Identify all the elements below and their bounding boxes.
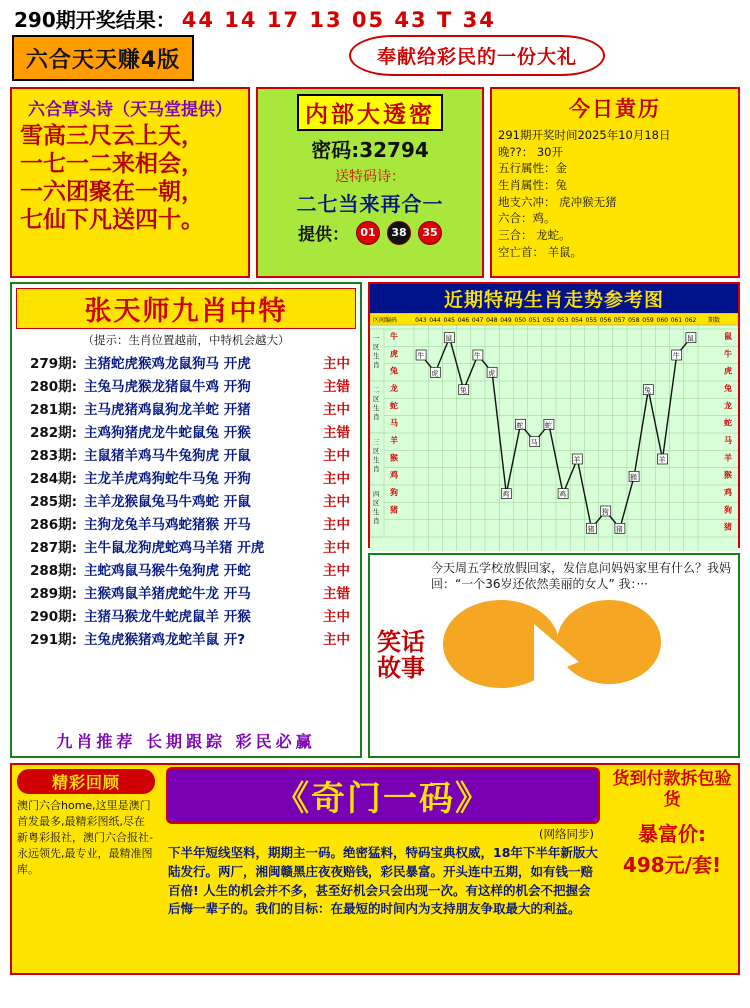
row-result: 主中 xyxy=(323,493,350,510)
row-content: 主猴鸡鼠羊猪虎蛇牛龙 开马 xyxy=(84,585,251,602)
svg-text:羊: 羊 xyxy=(390,436,398,445)
nine-zodiac-row xyxy=(16,396,356,419)
poem-line: 一七一二来相会， xyxy=(20,151,204,178)
svg-text:044: 044 xyxy=(429,317,441,324)
row-result: 主错 xyxy=(323,378,350,395)
svg-text:057: 057 xyxy=(613,317,626,324)
sync-note: (网络同步) xyxy=(539,827,594,841)
row-period: 286期: xyxy=(30,516,78,533)
svg-text:062: 062 xyxy=(684,317,697,324)
svg-text:061: 061 xyxy=(670,317,683,324)
svg-text:牛: 牛 xyxy=(724,349,732,359)
nine-zodiac-row xyxy=(16,350,356,373)
inside-secret-panel xyxy=(256,87,484,278)
row-content: 主兔马虎猴龙猪鼠牛鸡 开狗 xyxy=(84,378,251,395)
almanac-line: 空亡首： 羊鼠。 xyxy=(498,244,583,259)
svg-text:蛇: 蛇 xyxy=(724,418,732,428)
svg-text:牛: 牛 xyxy=(390,332,398,341)
svg-text:猪: 猪 xyxy=(390,505,398,515)
delivery-note: 货到付款拆包验货 xyxy=(612,769,732,811)
svg-text:虎: 虎 xyxy=(488,369,496,378)
svg-text:鸡: 鸡 xyxy=(390,470,398,480)
svg-text:三: 三 xyxy=(373,438,380,446)
price-label: 暴富价: xyxy=(638,821,706,846)
nine-zodiac-row xyxy=(16,488,356,511)
result-title: 290期开奖结果： xyxy=(14,8,176,32)
qimen-text: 下半年短线坚料，期期主一码。绝密猛料，特码宝典权威，18年下半年新版大陆发行。两厂，湘闽赣黑庄夜夜赔钱，彩民暴富。开头连中五期，如有钱一赔百倍! 人生的机会并不多，甚至好机会只会出现一次。有这样的机会不把握会后悔一辈子的。我们的目标：在最短的时间内为支持朋友争取最大的利益。 xyxy=(168,845,598,917)
svg-text:虎: 虎 xyxy=(390,349,398,359)
svg-text:四: 四 xyxy=(373,490,380,498)
svg-text:区: 区 xyxy=(373,447,380,455)
svg-text:肖: 肖 xyxy=(373,413,380,421)
trend-chart-title: 近期特码生肖走势参考图 xyxy=(370,284,738,313)
svg-text:鼠: 鼠 xyxy=(445,334,453,343)
bottom-ad-panel xyxy=(10,763,740,975)
svg-text:048: 048 xyxy=(486,317,498,324)
row-period: 285期: xyxy=(30,493,78,510)
svg-text:猴: 猴 xyxy=(630,473,638,482)
row-content: 主牛鼠龙狗虎蛇鸡马羊猪 开虎 xyxy=(84,539,265,556)
svg-text:马: 马 xyxy=(390,418,398,428)
row-content: 主鼠猪羊鸡马牛兔狗虎 开鼠 xyxy=(84,447,251,464)
nine-zodiac-row xyxy=(16,626,356,649)
result-numbers: 44 14 17 13 05 43 T 34 xyxy=(181,8,496,32)
inside-title: 内部大透密 xyxy=(297,94,443,131)
svg-text:牛: 牛 xyxy=(672,352,680,360)
nine-zodiac-row xyxy=(16,373,356,396)
svg-text:龙: 龙 xyxy=(724,401,732,411)
svg-text:虎: 虎 xyxy=(724,366,732,376)
svg-text:兔: 兔 xyxy=(644,386,652,395)
almanac-title: 今日黄历 xyxy=(569,97,661,121)
inside-poem: 二七当来再合一 xyxy=(296,192,444,216)
joke-label-text: 笑话故事 xyxy=(377,628,425,682)
svg-text:区: 区 xyxy=(373,395,380,403)
svg-text:鸡: 鸡 xyxy=(724,488,732,497)
row-result: 主中 xyxy=(323,401,350,418)
nine-zodiac-row xyxy=(16,534,356,557)
svg-text:狗: 狗 xyxy=(390,488,398,497)
svg-text:鼠: 鼠 xyxy=(724,332,732,341)
svg-text:鸡: 鸡 xyxy=(559,490,567,499)
poem-line: 一六团聚在一朝， xyxy=(20,179,204,206)
row-result: 主中 xyxy=(323,631,350,648)
row-period: 288期: xyxy=(30,562,78,579)
nine-zodiac-panel xyxy=(10,282,362,758)
site-header xyxy=(0,35,750,83)
svg-text:猪: 猪 xyxy=(724,522,732,532)
row-content: 主龙羊虎鸡狗蛇牛马兔 开狗 xyxy=(84,470,251,487)
svg-text:059: 059 xyxy=(642,317,654,324)
svg-text:兔: 兔 xyxy=(724,384,732,393)
nine-zodiac-row xyxy=(16,419,356,442)
svg-text:054: 054 xyxy=(571,317,583,324)
slogan-banner: 奉献给彩民的一份大礼 xyxy=(349,35,605,76)
svg-text:羊: 羊 xyxy=(658,456,666,464)
svg-text:056: 056 xyxy=(599,317,612,324)
qimen-banner: 《奇门一码》 xyxy=(166,767,600,824)
inside-provide-row xyxy=(262,220,478,245)
svg-text:045: 045 xyxy=(443,317,455,324)
svg-text:生: 生 xyxy=(373,456,380,464)
nine-zodiac-row xyxy=(16,442,356,465)
almanac-line: 晚??： 30开 xyxy=(498,144,563,159)
top-band xyxy=(0,83,750,278)
decorative-blob-icon xyxy=(439,584,679,704)
row-period: 289期: xyxy=(30,585,78,602)
poem-panel xyxy=(10,87,250,278)
row-period: 284期: xyxy=(30,470,78,487)
svg-text:043: 043 xyxy=(415,317,427,324)
row-result: 主中 xyxy=(323,562,350,579)
middle-area xyxy=(0,278,750,758)
svg-text:羊: 羊 xyxy=(724,453,732,463)
row-result: 主中 xyxy=(323,608,350,625)
joke-panel xyxy=(368,553,740,758)
row-period: 282期: xyxy=(30,424,78,441)
row-result: 主中 xyxy=(323,355,350,372)
svg-text:狗: 狗 xyxy=(724,505,732,515)
row-content: 主羊龙猴鼠兔马牛鸡蛇 开鼠 xyxy=(84,493,251,510)
joke-body xyxy=(429,558,735,753)
bottom-center xyxy=(160,765,606,973)
svg-text:一: 一 xyxy=(373,334,380,342)
almanac-panel xyxy=(490,87,740,278)
nine-zodiac-column xyxy=(10,282,362,758)
nine-zodiac-row xyxy=(16,465,356,488)
number-ball: 38 xyxy=(387,221,411,245)
inside-code: 密码:32794 xyxy=(311,138,429,162)
svg-text:区: 区 xyxy=(373,343,380,351)
svg-text:053: 053 xyxy=(557,317,569,324)
slogan-wrap xyxy=(194,35,750,76)
almanac-line: 六合：鸡。 xyxy=(498,211,556,226)
poem-lines xyxy=(16,122,244,234)
almanac-line: 291期开奖时间2025年10月18日 xyxy=(498,128,671,142)
svg-text:猴: 猴 xyxy=(390,453,398,463)
nine-zodiac-title: 张天师九肖中特 xyxy=(16,288,356,329)
nine-zodiac-row xyxy=(16,580,356,603)
svg-text:050: 050 xyxy=(514,317,526,324)
nine-zodiac-row xyxy=(16,511,356,534)
svg-text:蛇: 蛇 xyxy=(390,401,398,411)
bottom-right xyxy=(606,765,738,973)
row-content: 主猪蛇虎猴鸡龙鼠狗马 开虎 xyxy=(84,355,251,372)
row-content: 主蛇鸡鼠马猴牛兔狗虎 开蛇 xyxy=(84,562,251,579)
svg-text:龙: 龙 xyxy=(390,384,398,393)
svg-text:猴: 猴 xyxy=(724,470,732,480)
nine-zodiac-rows xyxy=(16,350,356,726)
bottom-left xyxy=(12,765,160,973)
row-content: 主鸡狗猪虎龙牛蛇鼠兔 开猴 xyxy=(84,424,251,441)
nine-zodiac-hint: （提示：生肖位置越前，中特机会越大） xyxy=(82,333,290,347)
right-column xyxy=(368,282,740,758)
svg-text:肖: 肖 xyxy=(373,517,380,525)
inside-provide-label: 提供： xyxy=(298,225,349,245)
row-content: 主猪马猴龙牛蛇虎鼠羊 开猴 xyxy=(84,608,251,625)
svg-text:二: 二 xyxy=(373,386,380,394)
svg-text:猪: 猪 xyxy=(587,525,595,534)
lottery-result-bar xyxy=(0,0,750,35)
row-result: 主中 xyxy=(323,447,350,464)
poem-line: 七仙下凡送四十。 xyxy=(20,207,204,234)
row-period: 279期: xyxy=(30,355,78,372)
row-result: 主中 xyxy=(323,516,350,533)
row-content: 主狗龙兔羊马鸡蛇猪猴 开马 xyxy=(84,516,251,533)
site-logo[interactable]: 六合天天赚4版 xyxy=(12,35,194,81)
row-period: 281期: xyxy=(30,401,78,418)
svg-text:马: 马 xyxy=(530,438,538,447)
svg-text:052: 052 xyxy=(542,317,555,324)
number-ball: 35 xyxy=(418,221,442,245)
row-result: 主中 xyxy=(323,539,350,556)
row-period: 291期: xyxy=(30,631,78,648)
trend-chart-panel xyxy=(368,282,740,548)
highlight-tag: 精彩回顾 xyxy=(17,769,155,794)
svg-text:生: 生 xyxy=(373,352,380,360)
svg-text:肖: 肖 xyxy=(373,361,380,369)
row-period: 283期: xyxy=(30,447,78,464)
nine-zodiac-footer: 九肖推荐 长期跟踪 彩民必赢 xyxy=(56,732,316,751)
svg-text:期数: 期数 xyxy=(708,317,721,324)
svg-text:兔: 兔 xyxy=(390,366,398,376)
row-result: 主错 xyxy=(323,585,350,602)
svg-text:区: 区 xyxy=(373,499,380,507)
almanac-lines xyxy=(498,127,732,260)
almanac-line: 生肖属性：兔 xyxy=(498,178,567,193)
svg-text:区间编码: 区间编码 xyxy=(373,317,398,324)
svg-text:060: 060 xyxy=(656,317,668,324)
svg-text:蛇: 蛇 xyxy=(544,421,552,430)
nine-zodiac-row xyxy=(16,603,356,626)
trend-chart-area xyxy=(370,313,738,551)
almanac-line: 地支六冲： 虎冲猴无猪 xyxy=(498,194,617,209)
svg-text:肖: 肖 xyxy=(373,465,380,473)
row-content: 主马虎猪鸡鼠狗龙羊蛇 开猪 xyxy=(84,401,251,418)
price-value: 498元/套! xyxy=(622,852,722,877)
svg-text:058: 058 xyxy=(628,317,640,324)
row-period: 280期: xyxy=(30,378,78,395)
svg-text:051: 051 xyxy=(528,317,541,324)
trend-chart-svg xyxy=(370,313,738,551)
svg-text:049: 049 xyxy=(500,317,512,324)
highlight-text: 澳门六合home,这里是澳门首发最多,最精彩图纸,尽在新粤彩报社，澳门六合报社-永远领先,最专业，最精准图库。 xyxy=(17,799,153,876)
poem-line: 雪高三尺云上天， xyxy=(20,123,204,149)
svg-text:生: 生 xyxy=(373,404,380,412)
inside-sub: 送特码诗： xyxy=(335,169,405,185)
svg-text:虎: 虎 xyxy=(431,369,439,378)
almanac-line: 五行属性：金 xyxy=(498,161,567,176)
joke-label xyxy=(373,558,429,753)
svg-text:055: 055 xyxy=(585,317,597,324)
svg-text:蛇: 蛇 xyxy=(516,421,524,430)
svg-text:鸡: 鸡 xyxy=(502,490,510,499)
number-ball: 01 xyxy=(356,221,380,245)
svg-text:047: 047 xyxy=(471,317,484,324)
row-result: 主错 xyxy=(323,424,350,441)
svg-text:046: 046 xyxy=(457,317,470,324)
row-period: 290期: xyxy=(30,608,78,625)
almanac-line: 三合： 龙蛇。 xyxy=(498,228,571,243)
row-period: 287期: xyxy=(30,539,78,556)
joke-text: 今天周五学校放假回家，发信息问妈妈家里有什么？我妈回：“一个36岁还依然美丽的女人” 我：··· xyxy=(431,561,732,592)
svg-text:鼠: 鼠 xyxy=(686,334,694,343)
svg-text:羊: 羊 xyxy=(573,456,581,464)
svg-text:马: 马 xyxy=(724,436,732,445)
svg-text:牛: 牛 xyxy=(473,352,481,360)
row-result: 主中 xyxy=(323,470,350,487)
svg-text:猪: 猪 xyxy=(615,525,623,534)
row-content: 主兔虎猴猪鸡龙蛇羊鼠 开? xyxy=(84,631,246,648)
svg-text:兔: 兔 xyxy=(459,386,467,395)
svg-text:生: 生 xyxy=(373,508,380,516)
svg-text:牛: 牛 xyxy=(417,352,425,360)
svg-text:狗: 狗 xyxy=(601,508,609,516)
nine-zodiac-row xyxy=(16,557,356,580)
poem-title: 六合草头诗（天马堂提供） xyxy=(28,100,232,120)
